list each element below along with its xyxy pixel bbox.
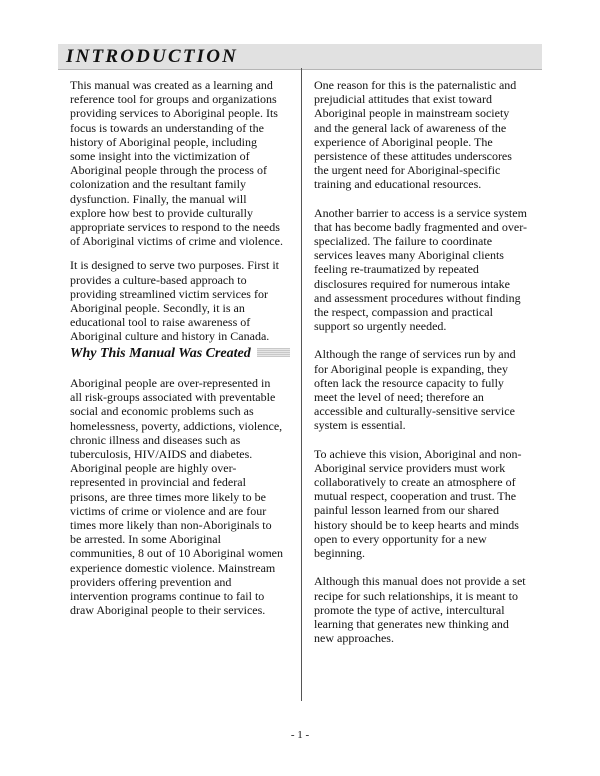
page-title: INTRODUCTION [66,46,239,67]
title-band [58,44,542,70]
page-number: - 1 - [290,729,310,741]
why-paragraph: Aboriginal people are over-represented in all risk-groups associated with preventable social and economic problems such as homelessness, poverty, addictions, violence, chronic illness and diseases such as tuberculosis, HIV/AIDS and diabetes. Aboriginal people are highly over-represented in provincial and federal prisons, are three times more likely to be victims of crime or violence and are four times more likely than non-Aboriginals to be arrested. In some Aboriginal communities, 8 out of 10 Aboriginal women experience domestic violence. Mainstream providers offering prevention and intervention programs continue to fail to draw Aboriginal people to their services. [70,376,283,618]
right-column [314,78,529,645]
right-paragraph-3: Although the range of services run by and for Aboriginal people is expanding, they often lack the resource capacity to fully meet the level of need; therefore an accessible and culturally-sensitive service system is essential. [314,347,516,433]
left-column-lower [70,376,285,617]
intro-paragraph-1: This manual was created as a learning and reference tool for groups and organizations providing services to Aboriginal people. Its focus is towards an understanding of the history of Aboriginal people, including some insight into the victimization of Aboriginal people through the process of colonization and the resultant family dysfunction. Finally, the manual will explore how best to provide culturally appropriate services to respond to the needs of Aboriginal victims of crime and violence. [70,78,283,249]
heading-decoration-bar [257,348,290,357]
section-heading [70,346,295,362]
right-paragraph-4: To achieve this vision, Aboriginal and non-Aboriginal service providers must work collaboratively to create an atmosphere of mutual respect, cooperation and trust. The painful lesson learned from our shared history should be to keep hearts and minds open to every opportunity for a new beginning. [314,446,522,561]
right-paragraph-2: Another barrier to access is a service system that has become badly fragmented and over-specialized. The failure to coordinate services leaves many Aboriginal clients feeling re-traumatized by repeated disclosures required for numerous intake and assessment procedures without finding the respect, compassion and practical support so urgently needed. [314,205,528,334]
intro-paragraph-2: It is designed to serve two purposes. First it provides a culture-based approach to providing streamlined victim services for Aboriginal people. Secondly, it is an educational tool to raise awareness of Aboriginal culture and history in Canada. [70,258,279,344]
column-divider [301,68,302,701]
right-paragraph-5: Although this manual does not provide a set recipe for such relationships, it is meant to promote the type of active, intercultural learning that generates new thinking and new approaches. [314,574,526,646]
right-paragraph-1: One reason for this is the paternalistic and prejudicial attitudes that exist toward Aboriginal people in mainstream society and the general lack of awareness of the experience of Aboriginal people. The persistence of these attitudes underscores the urgent need for Aboriginal-specific training and educational resources. [314,78,517,192]
section-heading-text: Why This Manual Was Created [70,346,251,361]
left-column [70,78,285,344]
